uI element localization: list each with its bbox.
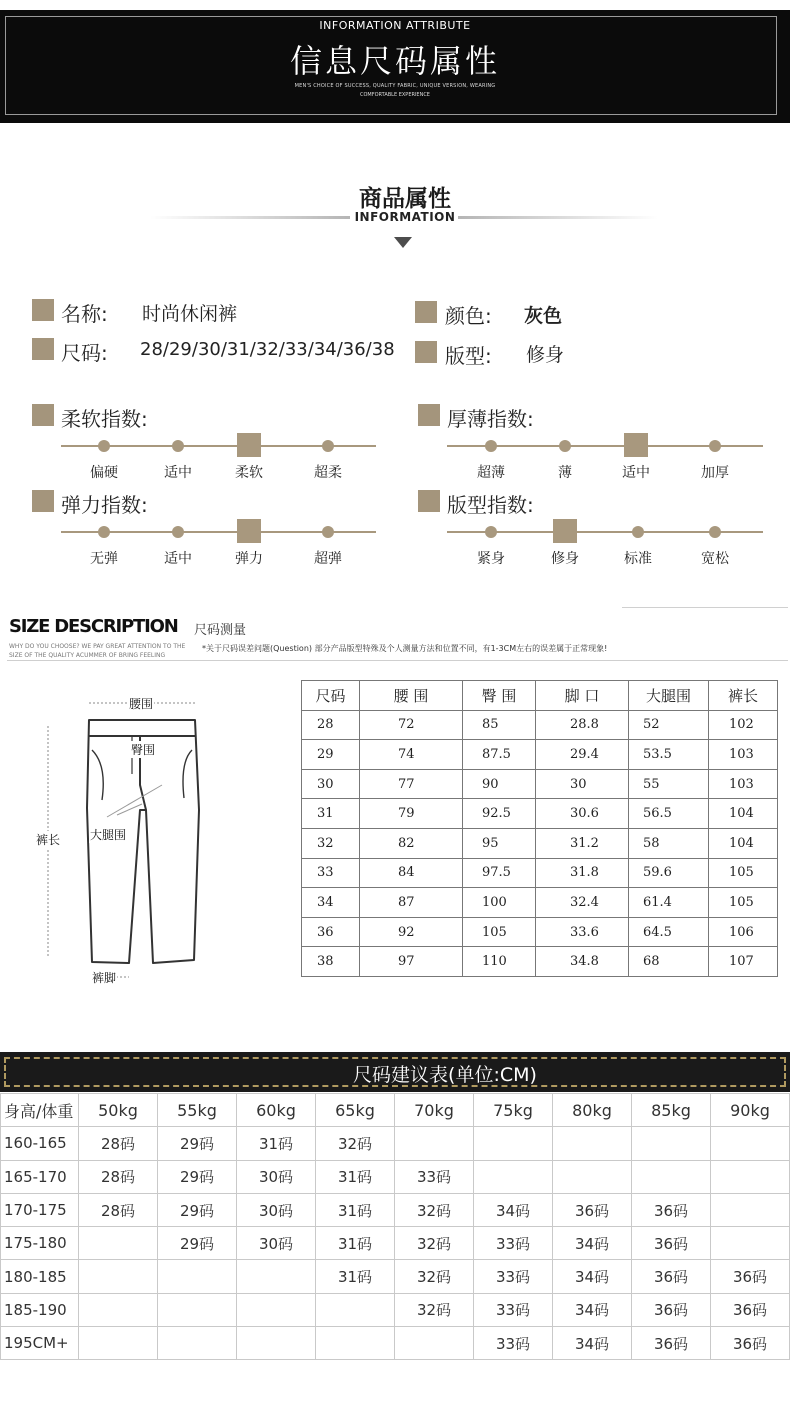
table-cell: 52 — [629, 710, 709, 740]
table-cell: 165-170 — [1, 1160, 79, 1193]
table-cell: 36码 — [711, 1260, 790, 1293]
table-cell — [158, 1293, 237, 1326]
banner-subtitle-2: COMFORTABLE EXPERIENCE — [360, 92, 430, 98]
hem-label: 裤脚 — [92, 971, 117, 985]
table-cell: 29码 — [158, 1160, 237, 1193]
table-cell — [237, 1260, 316, 1293]
table-cell: 160-165 — [1, 1127, 79, 1160]
table-cell: 34码 — [553, 1227, 632, 1260]
divider — [622, 607, 788, 608]
table-cell: 36码 — [711, 1327, 790, 1360]
scale-option-label: 超柔 — [314, 465, 342, 481]
table-row — [1, 1193, 790, 1226]
scale-dot — [98, 526, 110, 538]
scale-selected-marker — [553, 519, 577, 543]
table-cell: 28码 — [79, 1193, 158, 1226]
scale-dot — [709, 526, 721, 538]
table-cell: 31.2 — [536, 828, 629, 858]
fit-label: 版型: — [445, 344, 492, 368]
table-cell: 58 — [629, 828, 709, 858]
table-cell: 84 — [360, 858, 463, 888]
size-table-header-cell: 尺码 — [302, 681, 360, 711]
banner-en-title: INFORMATION ATTRIBUTE — [319, 19, 471, 32]
table-cell: 61.4 — [629, 888, 709, 918]
table-cell: 31.8 — [536, 858, 629, 888]
size-description-small-1: WHY DO YOU CHOOSE? WE PAY GREAT ATTENTION TO THE — [9, 643, 186, 650]
table-row — [302, 769, 778, 799]
table-cell: 72 — [360, 710, 463, 740]
table-cell: 31码 — [316, 1193, 395, 1226]
scale-option-label: 修身 — [551, 551, 579, 567]
recommend-header-cell: 80kg — [553, 1094, 632, 1127]
table-cell: 100 — [463, 888, 536, 918]
table-cell: 32码 — [395, 1193, 474, 1226]
table-cell: 31码 — [316, 1160, 395, 1193]
table-cell: 92.5 — [463, 799, 536, 829]
table-cell: 32.4 — [536, 888, 629, 918]
recommend-header-cell: 65kg — [316, 1094, 395, 1127]
table-cell: 74 — [360, 740, 463, 770]
color-label: 颜色: — [445, 304, 492, 328]
table-cell — [158, 1260, 237, 1293]
table-cell: 104 — [709, 799, 778, 829]
table-cell: 33码 — [395, 1160, 474, 1193]
waist-label: 腰围 — [129, 697, 154, 711]
table-cell: 31 — [302, 799, 360, 829]
name-label: 名称: — [61, 302, 108, 326]
scale-title: 柔软指数: — [61, 407, 148, 431]
scale-option-label: 薄 — [558, 465, 572, 481]
size-table — [301, 680, 778, 977]
table-cell — [474, 1160, 553, 1193]
scale-option-label: 偏硬 — [90, 465, 118, 481]
scale-option-label: 弹力 — [235, 551, 263, 567]
table-row — [302, 858, 778, 888]
recommend-header-row — [1, 1094, 790, 1127]
table-cell: 85 — [463, 710, 536, 740]
table-cell — [316, 1293, 395, 1326]
table-cell: 87.5 — [463, 740, 536, 770]
table-cell: 36 — [302, 917, 360, 947]
scale-title: 弹力指数: — [61, 493, 148, 517]
table-cell: 103 — [709, 740, 778, 770]
table-cell: 95 — [463, 828, 536, 858]
size-error-note: *关于尺码误差问题(Question) 部分产品版型特殊及个人测量方法和位置不同，有1-3CM左右的误差属于正常现象! — [202, 644, 608, 653]
table-cell: 110 — [463, 947, 536, 977]
table-cell: 180-185 — [1, 1260, 79, 1293]
table-cell — [79, 1227, 158, 1260]
table-cell: 28 — [302, 710, 360, 740]
table-cell: 29 — [302, 740, 360, 770]
scale-option-label: 适中 — [164, 465, 192, 481]
table-cell — [158, 1327, 237, 1360]
scale-option-label: 适中 — [622, 465, 650, 481]
table-cell: 34.8 — [536, 947, 629, 977]
table-cell: 97.5 — [463, 858, 536, 888]
scale-dot — [98, 440, 110, 452]
table-row — [302, 740, 778, 770]
recommend-header-cell: 70kg — [395, 1094, 474, 1127]
table-row — [302, 828, 778, 858]
table-cell — [79, 1327, 158, 1360]
table-cell: 185-190 — [1, 1293, 79, 1326]
scale-selected-marker — [237, 519, 261, 543]
size-value: 28/29/30/31/32/33/34/36/38 — [140, 339, 395, 360]
table-cell: 104 — [709, 828, 778, 858]
bullet-square-icon — [415, 301, 437, 323]
table-cell: 36码 — [632, 1293, 711, 1326]
scale-dot — [485, 526, 497, 538]
scale-dot — [322, 526, 334, 538]
scale-option-label: 加厚 — [701, 465, 729, 481]
recommend-header-cell: 50kg — [79, 1094, 158, 1127]
table-cell: 170-175 — [1, 1193, 79, 1226]
table-cell: 30 — [302, 769, 360, 799]
table-row — [302, 888, 778, 918]
recommend-table — [0, 1093, 790, 1360]
table-cell: 77 — [360, 769, 463, 799]
scale-option-label: 宽松 — [701, 551, 729, 567]
scale-dot — [709, 440, 721, 452]
table-cell: 105 — [709, 888, 778, 918]
table-cell: 68 — [629, 947, 709, 977]
table-cell: 31码 — [316, 1227, 395, 1260]
info-title: 商品属性 — [359, 186, 451, 212]
fit-value: 修身 — [526, 344, 565, 366]
table-cell: 56.5 — [629, 799, 709, 829]
table-cell: 36码 — [632, 1260, 711, 1293]
scale-option-label: 柔软 — [235, 465, 263, 481]
recommend-header-cell: 身高/体重 — [1, 1094, 79, 1127]
table-cell: 103 — [709, 769, 778, 799]
scale-dot — [322, 440, 334, 452]
table-row — [1, 1293, 790, 1326]
table-cell: 90 — [463, 769, 536, 799]
table-cell: 59.6 — [629, 858, 709, 888]
size-table-header-cell: 腰 围 — [360, 681, 463, 711]
table-cell — [79, 1260, 158, 1293]
table-cell — [711, 1193, 790, 1226]
scale-option-label: 超弹 — [314, 551, 342, 567]
size-table-header-cell: 大腿围 — [629, 681, 709, 711]
table-row — [1, 1327, 790, 1360]
bullet-square-icon — [32, 338, 54, 360]
table-cell — [632, 1127, 711, 1160]
bullet-square-icon — [418, 404, 440, 426]
recommend-header-cell: 90kg — [711, 1094, 790, 1127]
size-table-header-cell: 脚 口 — [536, 681, 629, 711]
table-row — [1, 1260, 790, 1293]
table-cell: 82 — [360, 828, 463, 858]
scale-option-label: 标准 — [624, 551, 652, 567]
table-cell: 31码 — [316, 1260, 395, 1293]
table-cell: 105 — [463, 917, 536, 947]
scale-option-label: 紧身 — [477, 551, 505, 567]
table-cell: 28码 — [79, 1127, 158, 1160]
name-value: 时尚休闲裤 — [142, 303, 238, 325]
table-cell: 34码 — [474, 1193, 553, 1226]
scale-option-label: 无弹 — [90, 551, 118, 567]
scale-title: 版型指数: — [447, 493, 534, 517]
table-row — [1, 1160, 790, 1193]
table-cell: 32 — [302, 828, 360, 858]
table-cell: 195CM+ — [1, 1327, 79, 1360]
table-cell: 32码 — [395, 1260, 474, 1293]
table-cell — [395, 1127, 474, 1160]
down-triangle-icon — [394, 237, 412, 248]
scale-dot — [172, 440, 184, 452]
table-cell: 102 — [709, 710, 778, 740]
table-cell: 175-180 — [1, 1227, 79, 1260]
size-description-small-2: SIZE OF THE QUALITY ACUMMER OF BRING FEELING — [9, 652, 166, 659]
table-cell: 33.6 — [536, 917, 629, 947]
table-cell: 36码 — [632, 1193, 711, 1226]
bullet-square-icon — [418, 490, 440, 512]
table-cell: 33码 — [474, 1260, 553, 1293]
table-cell: 79 — [360, 799, 463, 829]
hip-label: 臀围 — [131, 743, 156, 757]
table-cell: 34码 — [553, 1293, 632, 1326]
scale-dot — [485, 440, 497, 452]
table-cell: 36码 — [553, 1193, 632, 1226]
table-cell: 29码 — [158, 1193, 237, 1226]
recommend-title: 尺码建议表(单位:CM) — [353, 1064, 537, 1086]
table-cell: 30 — [536, 769, 629, 799]
table-cell: 34码 — [553, 1327, 632, 1360]
table-cell: 29码 — [158, 1227, 237, 1260]
size-table-header — [302, 681, 778, 711]
bullet-square-icon — [32, 490, 54, 512]
table-cell: 29码 — [158, 1127, 237, 1160]
scale-selected-marker — [624, 433, 648, 457]
table-cell: 97 — [360, 947, 463, 977]
recommend-header-cell: 75kg — [474, 1094, 553, 1127]
table-cell — [632, 1160, 711, 1193]
table-cell: 30.6 — [536, 799, 629, 829]
table-cell: 92 — [360, 917, 463, 947]
table-row — [1, 1127, 790, 1160]
table-cell: 32码 — [316, 1127, 395, 1160]
banner-cn-title: 信息尺码属性 — [289, 42, 500, 80]
color-value: 灰色 — [524, 305, 563, 327]
bullet-square-icon — [415, 341, 437, 363]
info-subtitle: INFORMATION — [354, 210, 456, 224]
table-cell: 106 — [709, 917, 778, 947]
table-cell: 33码 — [474, 1227, 553, 1260]
table-row — [302, 799, 778, 829]
table-cell — [395, 1327, 474, 1360]
table-cell — [553, 1160, 632, 1193]
scale-option-label: 适中 — [164, 551, 192, 567]
table-cell — [474, 1127, 553, 1160]
table-row — [1, 1227, 790, 1260]
table-cell: 53.5 — [629, 740, 709, 770]
table-cell: 33 — [302, 858, 360, 888]
table-cell: 105 — [709, 858, 778, 888]
table-cell: 107 — [709, 947, 778, 977]
table-cell — [316, 1327, 395, 1360]
table-cell: 34 — [302, 888, 360, 918]
table-cell: 32码 — [395, 1293, 474, 1326]
table-cell — [711, 1160, 790, 1193]
table-cell: 32码 — [395, 1227, 474, 1260]
scale-title: 厚薄指数: — [447, 407, 534, 431]
size-label: 尺码: — [61, 341, 108, 365]
size-description-cn: 尺码测量 — [194, 623, 247, 638]
divider — [7, 660, 788, 661]
scale-dot — [632, 526, 644, 538]
banner-subtitle-1: MEN'S CHOICE OF SUCCESS, QUALITY FABRIC, UNIQUE VERSION, WEARING — [294, 83, 496, 89]
table-cell: 64.5 — [629, 917, 709, 947]
table-cell: 38 — [302, 947, 360, 977]
table-cell: 28码 — [79, 1160, 158, 1193]
table-cell — [237, 1293, 316, 1326]
length-label: 裤长 — [36, 833, 61, 847]
bullet-square-icon — [32, 404, 54, 426]
size-table-header-cell: 裤长 — [709, 681, 778, 711]
table-cell: 30码 — [237, 1160, 316, 1193]
table-cell: 28.8 — [536, 710, 629, 740]
bullet-square-icon — [32, 299, 54, 321]
table-cell: 55 — [629, 769, 709, 799]
table-row — [302, 947, 778, 977]
table-cell — [711, 1127, 790, 1160]
recommend-header-cell: 85kg — [632, 1094, 711, 1127]
table-cell — [553, 1127, 632, 1160]
scale-selected-marker — [237, 433, 261, 457]
table-cell: 31码 — [237, 1127, 316, 1160]
table-cell — [237, 1327, 316, 1360]
table-cell: 36码 — [632, 1227, 711, 1260]
table-cell: 29.4 — [536, 740, 629, 770]
scale-dot — [559, 440, 571, 452]
size-description-title: SIZE DESCRIPTION — [9, 616, 178, 637]
table-row — [302, 710, 778, 740]
table-cell: 33码 — [474, 1293, 553, 1326]
table-cell — [711, 1227, 790, 1260]
table-cell — [79, 1293, 158, 1326]
size-table-header-cell: 臀 围 — [463, 681, 536, 711]
recommend-header-cell: 55kg — [158, 1094, 237, 1127]
scale-dot — [172, 526, 184, 538]
table-row — [302, 917, 778, 947]
table-cell: 36码 — [711, 1293, 790, 1326]
table-cell: 30码 — [237, 1193, 316, 1226]
table-cell: 30码 — [237, 1227, 316, 1260]
table-cell: 34码 — [553, 1260, 632, 1293]
table-cell: 36码 — [632, 1327, 711, 1360]
scale-option-label: 超薄 — [477, 465, 505, 481]
table-cell: 87 — [360, 888, 463, 918]
thigh-label: 大腿围 — [90, 828, 127, 842]
recommend-header-cell: 60kg — [237, 1094, 316, 1127]
table-cell: 33码 — [474, 1327, 553, 1360]
